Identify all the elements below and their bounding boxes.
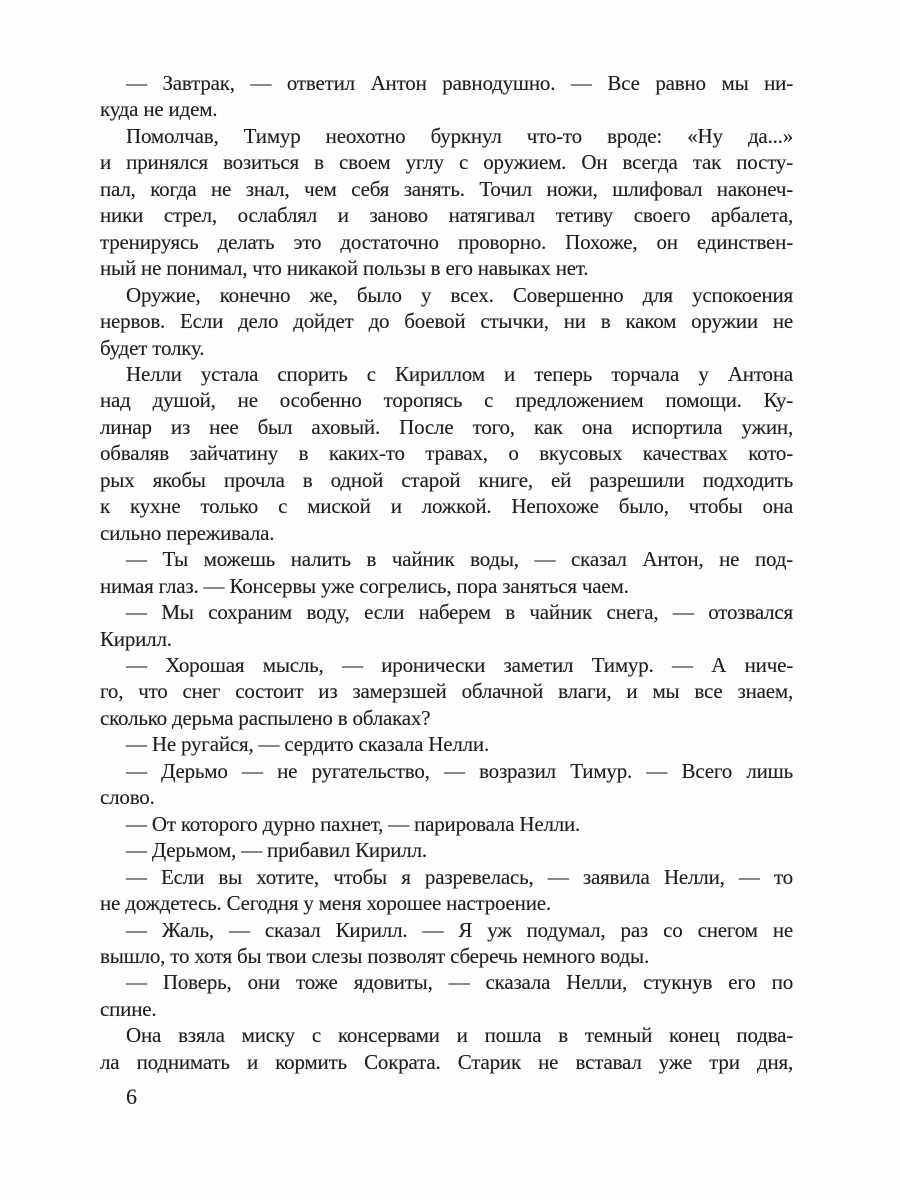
text-line: — Дерьмо — не ругательство, — возразил Тимур. — Всего лишь bbox=[126, 758, 793, 783]
text-line: — Дерьмом, — прибавил Кирилл. bbox=[126, 838, 427, 863]
text-line: нимая глаз. — Консервы уже согрелись, пора заняться чаем. bbox=[100, 573, 629, 598]
text-line: ники стрел, ослаблял и заново натягивал тетиву своего арбалета, bbox=[100, 203, 793, 228]
text-line: — Мы сохраним воду, если наберем в чайник снега, — отозвался bbox=[126, 600, 793, 625]
text-line: го, что снег состоит из замерзшей облачной влаги, и мы все знаем, bbox=[100, 679, 793, 704]
text-line: Кирилл. bbox=[100, 626, 172, 651]
text-line: — Если вы хотите, чтобы я разревелась, — заявила Нелли, — то bbox=[126, 864, 793, 889]
text-line: Оружие, конечно же, было у всех. Совершенно для успокоения bbox=[126, 282, 793, 307]
text-line: — Не ругайся, — сердито сказала Нелли. bbox=[126, 732, 490, 757]
paragraph bbox=[100, 731, 793, 757]
text-line: рых якобы прочла в одной старой книге, ей разрешили подходить bbox=[100, 467, 793, 492]
text-line: над душой, не особенно торопясь с предложением помощи. Ку- bbox=[100, 388, 793, 413]
text-line: — Поверь, они тоже ядовиты, — сказала Нелли, стукнув его по bbox=[126, 970, 793, 995]
text-line: сильно переживала. bbox=[100, 520, 275, 545]
text-line: спине. bbox=[100, 996, 157, 1021]
text-line: куда не идем. bbox=[100, 97, 218, 122]
text-line: — Хорошая мысль, — иронически заметил Тимур. — А ниче- bbox=[126, 652, 793, 677]
text-line: — От которого дурно пахнет, — парировала Нелли. bbox=[126, 811, 581, 836]
text-line: — Завтрак, — ответил Антон равнодушно. — Все равно мы ни- bbox=[126, 71, 793, 95]
paragraph bbox=[100, 811, 793, 837]
paragraph bbox=[100, 361, 793, 546]
text-line: не дождетесь. Сегодня у меня хорошее настроение. bbox=[100, 891, 551, 916]
paragraph bbox=[100, 837, 793, 863]
text-line: ный не понимал, что никакой пользы в его навыках нет. bbox=[100, 256, 589, 281]
paragraph bbox=[100, 70, 793, 123]
text-line: Нелли устала спорить с Кириллом и теперь торчала у Антона bbox=[126, 361, 793, 386]
paragraph bbox=[100, 917, 793, 970]
text-line: вышло, то хотя бы твои слезы позволят сберечь немного воды. bbox=[100, 943, 649, 968]
text-line: к кухне только с миской и ложкой. Непохоже было, чтобы она bbox=[100, 494, 793, 519]
text-line: пал, когда не знал, чем себя занять. Точил ножи, шлифовал наконеч- bbox=[100, 176, 793, 201]
text-line: будет толку. bbox=[100, 335, 205, 360]
text-line: обваляв зайчатину в каких-то травах, о вкусовых качествах кото- bbox=[100, 441, 793, 466]
page-text bbox=[100, 70, 793, 1075]
paragraph bbox=[100, 282, 793, 361]
text-line: слово. bbox=[100, 785, 155, 810]
text-line: нервов. Если дело дойдет до боевой стычки, ни в каком оружии не bbox=[100, 309, 793, 334]
text-line: линар из нее был аховый. После того, как она испортила ужин, bbox=[100, 414, 793, 439]
page-number: 6 bbox=[126, 1084, 137, 1109]
text-line: и принялся возиться в своем углу с оружием. Он всегда так посту- bbox=[100, 150, 793, 175]
paragraph bbox=[100, 123, 793, 282]
paragraph bbox=[100, 599, 793, 652]
paragraph bbox=[100, 969, 793, 1022]
text-line: — Ты можешь налить в чайник воды, — сказал Антон, не под- bbox=[126, 547, 793, 572]
paragraph bbox=[100, 864, 793, 917]
text-line: Она взяла миску с консервами и пошла в темный конец подва- bbox=[126, 1023, 793, 1048]
text-line: Помолчав, Тимур неохотно буркнул что-то вроде: «Ну да...» bbox=[126, 123, 793, 148]
text-line: тренируясь делать это достаточно проворно. Похоже, он единствен- bbox=[100, 229, 793, 254]
text-line: — Жаль, — сказал Кирилл. — Я уж подумал, раз со снегом не bbox=[126, 917, 793, 942]
paragraph bbox=[100, 758, 793, 811]
text-line: ла поднимать и кормить Сократа. Старик не вставал уже три дня, bbox=[100, 1049, 793, 1074]
paragraph bbox=[100, 546, 793, 599]
text-line: сколько дерьма распылено в облаках? bbox=[100, 705, 431, 730]
paragraph bbox=[100, 1022, 793, 1075]
paragraph bbox=[100, 652, 793, 731]
